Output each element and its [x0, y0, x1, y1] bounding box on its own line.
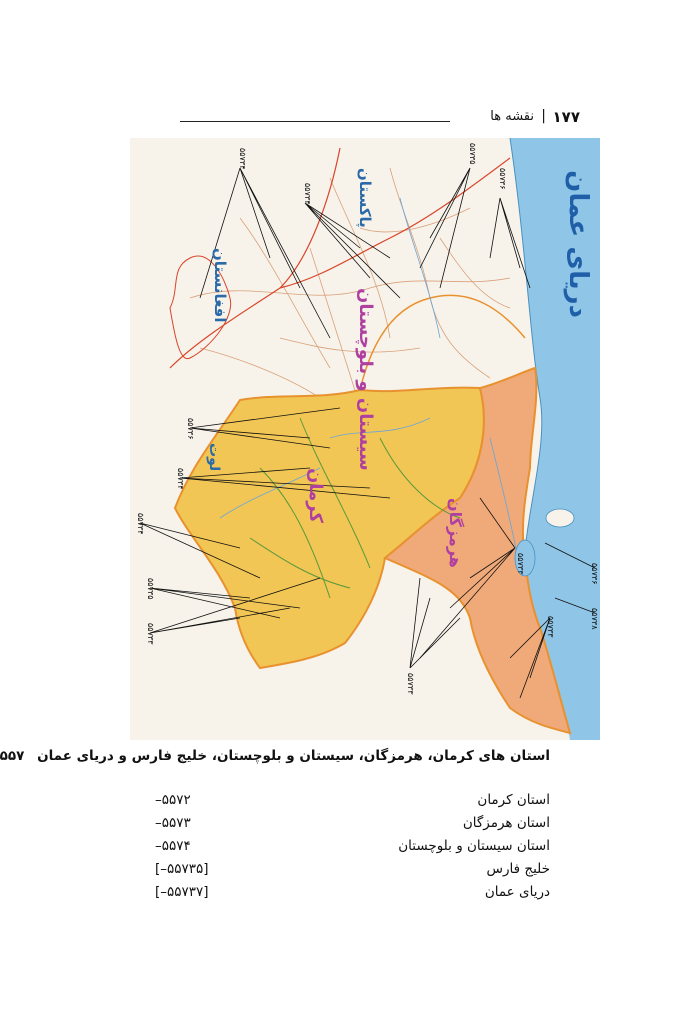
entry-name: استان کرمان [477, 792, 550, 808]
callout-label: ۵۵۷۳۴ [303, 183, 312, 205]
class-entry [155, 792, 550, 815]
entry-code: [–۵۵۷۳۷] [155, 884, 209, 900]
page-number: ۱۷۷ [552, 108, 580, 126]
entry-code: –۵۵۷۲ [155, 792, 191, 808]
running-header [180, 108, 580, 128]
header-separator: | [541, 108, 546, 124]
hormozgan-label: هرمزگان [446, 498, 465, 568]
class-entry [155, 838, 550, 861]
class-entry [155, 884, 550, 907]
entry-name: خلیج فارس [486, 861, 550, 877]
callout-label: ۵۵۷۳۳ [546, 616, 555, 638]
callout-label: ۵۵۷۳۳ [146, 623, 155, 645]
callout-label: ۵۵۷۳۵ [468, 143, 477, 165]
afghanistan-label: افغانستان [211, 248, 229, 323]
entry-code: [–۵۵۷۳۵] [155, 861, 209, 877]
callout-label: ۵۵۷۳۶ [186, 418, 195, 440]
lut-label: لوت [206, 443, 222, 472]
header-rule [180, 121, 450, 122]
class-entries [155, 792, 550, 907]
section-title: نقشه ها [490, 109, 534, 124]
callout-label: ۵۵۷۳۳ [406, 673, 415, 695]
kerman-label: کرمان [305, 468, 326, 523]
entry-name: دریای عمان [484, 884, 550, 900]
class-entry [155, 815, 550, 838]
callout-label: ۵۵۷۳۴ [176, 468, 185, 490]
entry-code: –۵۵۷۴ [155, 838, 191, 854]
sea-label: دریای عمان [563, 170, 593, 318]
sistan-baluchestan-label: سیستان و بلوچستان [355, 288, 376, 471]
map-caption [0, 748, 550, 764]
entry-name: استان سیستان و بلوچستان [398, 838, 550, 854]
callout-label: ۵۵۷۳۶ [498, 168, 507, 190]
callout-label: ۵۵۷۳۴ [136, 513, 145, 535]
callout-label: ۵۵۷۳۴ [238, 148, 247, 170]
callout-label: ۵۵۷۳۶ [590, 563, 599, 585]
entry-name: استان هرمزگان [462, 815, 550, 831]
callout-label: ۵۵۷۳۸ [590, 608, 599, 630]
map-figure [130, 138, 600, 740]
callout-label: ۵۵۷۳۵ [146, 578, 155, 600]
caption-text: استان های کرمان، هرمزگان، سیستان و بلوچستان، خلیج فارس و دریای عمان [37, 748, 550, 764]
pakistan-label: پاکستان [356, 168, 374, 228]
callout-label: ۵۵۷۳۳ [516, 553, 525, 575]
entry-code: –۵۵۷۳ [155, 815, 191, 831]
class-entry [155, 861, 550, 884]
caption-number: ۵۵۷ [0, 748, 25, 764]
